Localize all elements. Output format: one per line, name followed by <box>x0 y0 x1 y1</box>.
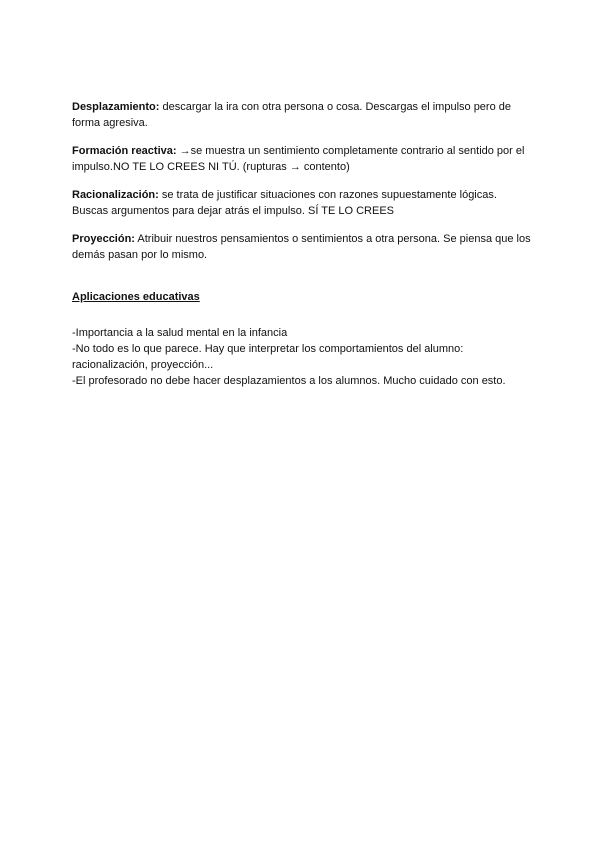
definition-term: Proyección: <box>72 233 135 245</box>
list-item: -Importancia a la salud mental en la infancia <box>72 327 288 339</box>
section-heading: Aplicaciones educativas <box>72 291 200 303</box>
definition-term: Formación reactiva: <box>72 145 177 157</box>
definition-proyeccion <box>72 231 532 263</box>
definition-text: descargar la ira con otra persona o cosa. Descargas el impulso pero de forma agresiva. <box>72 101 511 129</box>
definition-desplazamiento <box>72 99 532 131</box>
definition-text: se trata de justificar situaciones con razones supuestamente lógicas. Buscas argumentos para dejar atrás el impulso. SÍ TE LO CREES <box>72 189 497 217</box>
definition-term: Racionalización: <box>72 189 159 201</box>
definition-racionalizacion <box>72 187 532 219</box>
definition-formacion-reactiva <box>72 143 532 175</box>
definition-text: →se muestra un sentimiento completamente contrario al sentido por el impulso.NO TE LO CREES NI TÚ. (rupturas → contento) <box>72 145 525 173</box>
list-item: -No todo es lo que parece. Hay que interpretar los comportamientos del alumno: racionalización, proyección... <box>72 343 464 371</box>
definition-text: Atribuir nuestros pensamientos o sentimientos a otra persona. Se piensa que los demás pasan por lo mismo. <box>72 233 531 261</box>
document-content <box>72 99 532 389</box>
definition-term: Desplazamiento: <box>72 101 160 113</box>
list-item: -El profesorado no debe hacer desplazamientos a los alumnos. Mucho cuidado con esto. <box>72 375 506 387</box>
